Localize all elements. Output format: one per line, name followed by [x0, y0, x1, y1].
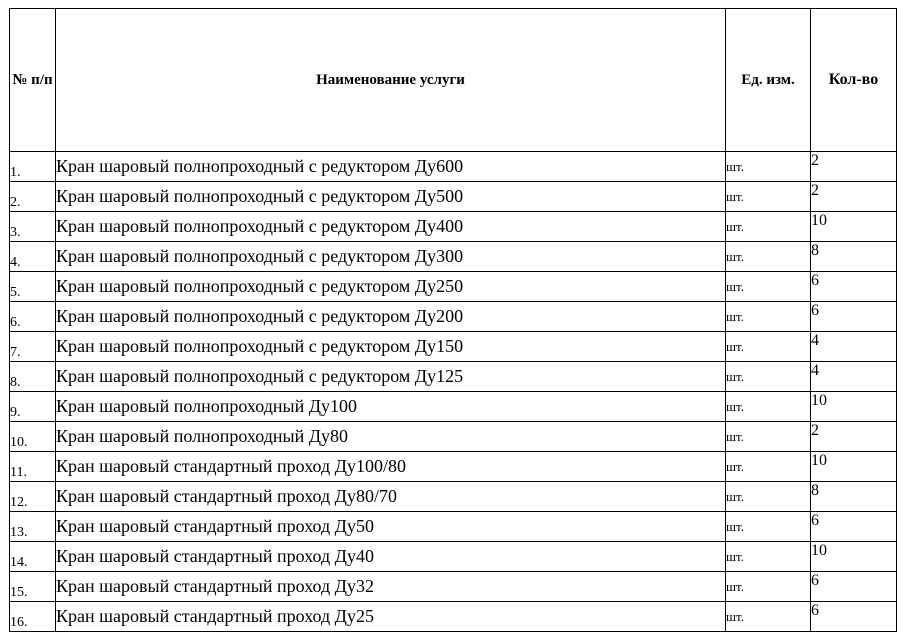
- table-row: [10, 152, 897, 182]
- header-row: [10, 9, 897, 152]
- row-number: 3.: [10, 212, 56, 242]
- table-body: [10, 152, 897, 632]
- row-service-name: Кран шаровый полнопроходный с редуктором Ду600: [56, 152, 726, 182]
- table-row: [10, 332, 897, 362]
- row-service-name: Кран шаровый полнопроходный с редуктором Ду200: [56, 302, 726, 332]
- row-unit: шт.: [726, 602, 811, 632]
- header-number: № п/п: [10, 9, 56, 152]
- table-row: [10, 482, 897, 512]
- row-quantity: 2: [811, 152, 897, 182]
- row-quantity: 10: [811, 212, 897, 242]
- table-row: [10, 542, 897, 572]
- header-quantity: Кол-во: [811, 9, 897, 152]
- row-quantity: 2: [811, 182, 897, 212]
- header-unit: Ед. изм.: [726, 9, 811, 152]
- row-quantity: 8: [811, 242, 897, 272]
- row-number: 11.: [10, 452, 56, 482]
- row-number: 14.: [10, 542, 56, 572]
- row-unit: шт.: [726, 452, 811, 482]
- row-number: 9.: [10, 392, 56, 422]
- row-service-name: Кран шаровый стандартный проход Ду40: [56, 542, 726, 572]
- row-service-name: Кран шаровый полнопроходный с редуктором Ду150: [56, 332, 726, 362]
- table-row: [10, 302, 897, 332]
- row-service-name: Кран шаровый полнопроходный с редуктором Ду125: [56, 362, 726, 392]
- row-quantity: 10: [811, 542, 897, 572]
- row-quantity: 6: [811, 572, 897, 602]
- row-unit: шт.: [726, 422, 811, 452]
- row-number: 1.: [10, 152, 56, 182]
- row-number: 5.: [10, 272, 56, 302]
- table-row: [10, 452, 897, 482]
- table-row: [10, 512, 897, 542]
- header-service-name: Наименование услуги: [56, 9, 726, 152]
- row-service-name: Кран шаровый полнопроходный с редуктором Ду300: [56, 242, 726, 272]
- row-quantity: 6: [811, 512, 897, 542]
- row-unit: шт.: [726, 212, 811, 242]
- row-number: 15.: [10, 572, 56, 602]
- table-row: [10, 182, 897, 212]
- row-unit: шт.: [726, 482, 811, 512]
- row-number: 7.: [10, 332, 56, 362]
- row-unit: шт.: [726, 302, 811, 332]
- row-unit: шт.: [726, 392, 811, 422]
- row-unit: шт.: [726, 332, 811, 362]
- row-number: 8.: [10, 362, 56, 392]
- row-service-name: Кран шаровый стандартный проход Ду25: [56, 602, 726, 632]
- row-service-name: Кран шаровый стандартный проход Ду100/80: [56, 452, 726, 482]
- row-unit: шт.: [726, 572, 811, 602]
- row-number: 6.: [10, 302, 56, 332]
- table-row: [10, 362, 897, 392]
- row-quantity: 4: [811, 332, 897, 362]
- table-row: [10, 422, 897, 452]
- row-unit: шт.: [726, 542, 811, 572]
- row-unit: шт.: [726, 152, 811, 182]
- row-service-name: Кран шаровый полнопроходный с редуктором Ду400: [56, 212, 726, 242]
- row-number: 10.: [10, 422, 56, 452]
- table-row: [10, 212, 897, 242]
- row-quantity: 10: [811, 452, 897, 482]
- row-quantity: 6: [811, 302, 897, 332]
- row-service-name: Кран шаровый стандартный проход Ду32: [56, 572, 726, 602]
- row-number: 16.: [10, 602, 56, 632]
- row-quantity: 10: [811, 392, 897, 422]
- row-service-name: Кран шаровый полнопроходный Ду80: [56, 422, 726, 452]
- row-quantity: 6: [811, 272, 897, 302]
- row-number: 4.: [10, 242, 56, 272]
- row-unit: шт.: [726, 272, 811, 302]
- row-quantity: 8: [811, 482, 897, 512]
- row-unit: шт.: [726, 182, 811, 212]
- table-row: [10, 602, 897, 632]
- table-row: [10, 392, 897, 422]
- services-table: [9, 8, 897, 632]
- row-quantity: 6: [811, 602, 897, 632]
- row-service-name: Кран шаровый полнопроходный Ду100: [56, 392, 726, 422]
- row-quantity: 2: [811, 422, 897, 452]
- table-row: [10, 572, 897, 602]
- row-number: 12.: [10, 482, 56, 512]
- row-quantity: 4: [811, 362, 897, 392]
- row-unit: шт.: [726, 362, 811, 392]
- row-unit: шт.: [726, 512, 811, 542]
- row-service-name: Кран шаровый полнопроходный с редуктором Ду500: [56, 182, 726, 212]
- row-service-name: Кран шаровый полнопроходный с редуктором Ду250: [56, 272, 726, 302]
- row-service-name: Кран шаровый стандартный проход Ду50: [56, 512, 726, 542]
- row-service-name: Кран шаровый стандартный проход Ду80/70: [56, 482, 726, 512]
- table-row: [10, 272, 897, 302]
- row-unit: шт.: [726, 242, 811, 272]
- row-number: 13.: [10, 512, 56, 542]
- table-row: [10, 242, 897, 272]
- row-number: 2.: [10, 182, 56, 212]
